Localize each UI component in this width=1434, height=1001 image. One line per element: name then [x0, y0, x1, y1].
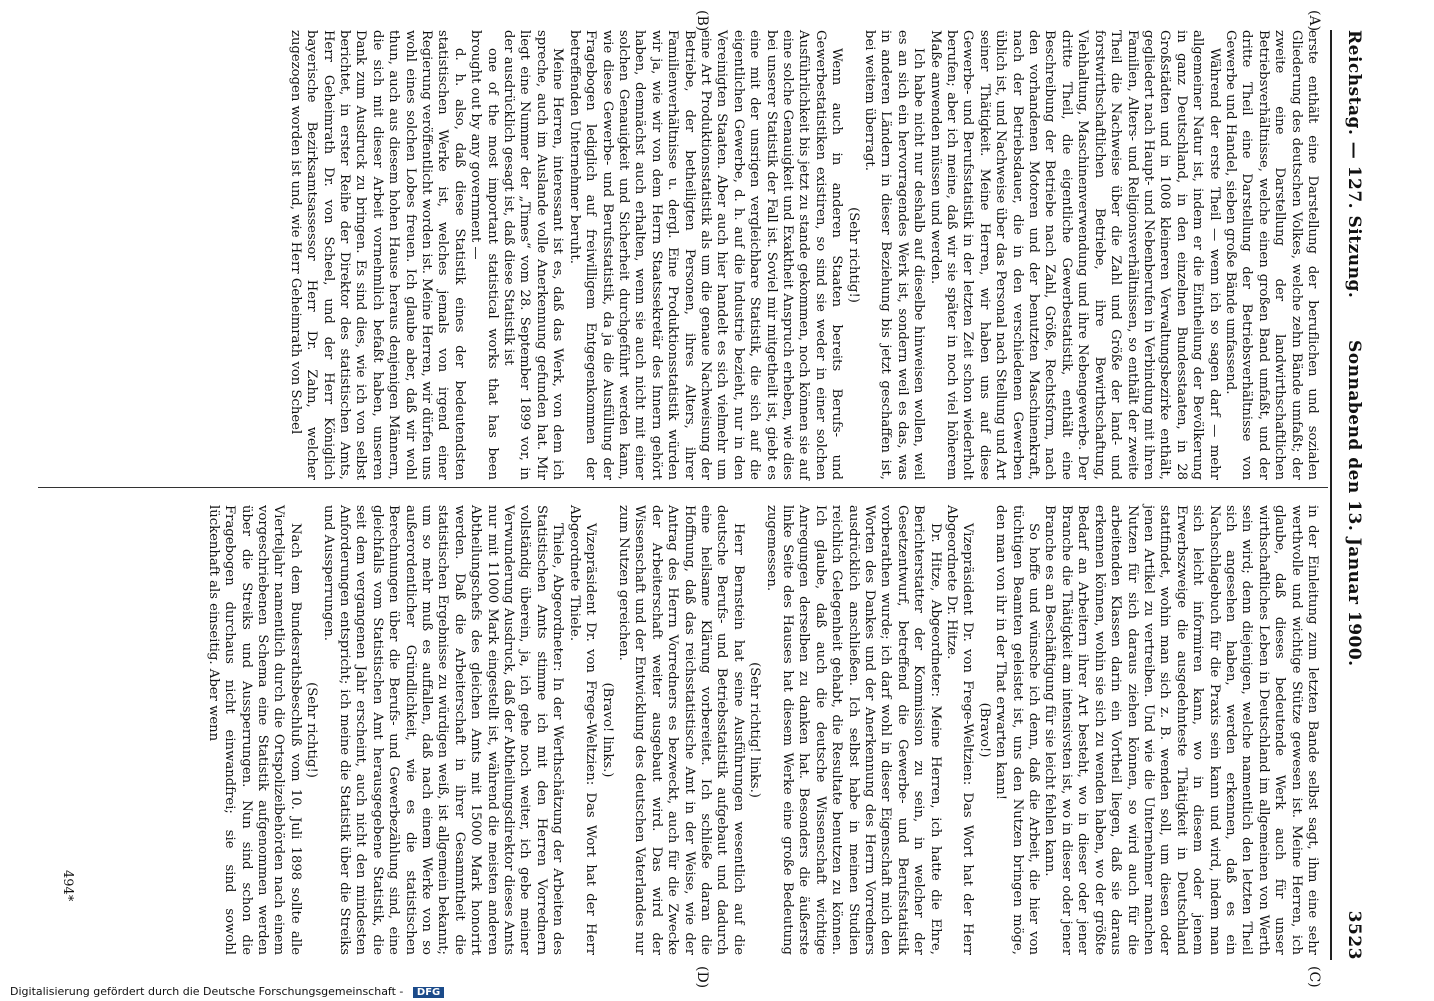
english-quote: one of the most important statistical works that has been brought out by any government —: [468, 30, 500, 480]
paragraph: erste enthält eine Darstellung der beruflichen und sozialen Gliederung des deutschen Volkes, welche zehn Bände umfaßt; der zweite eine Darstellung der landwirthschaftlichen Betriebsverhältnisse, welche einen großen Band umfaßt, und der dritte Theil eine Darstellung der Betriebsverhältnisse von Gewerbe und Handel, sieben große Bände umfassend.: [1222, 30, 1320, 480]
column-separator: [38, 487, 1328, 488]
interjection: (Bravo! links.): [599, 682, 615, 778]
footer-text: Digitalisierung gefördert durch die Deutsche Forschungsgemeinschaft -: [10, 985, 404, 998]
digitization-footer: [10, 985, 990, 1001]
paragraph: Während der erste Theil — wenn ich so sagen darf — mehr allgemeiner Natur ist, indem er die Eintheilung der Bevölkerung in ganz Deutschland, in den einzelnen Bundesstaaten, in 28 Großstädten und in 1008 kleineren Verwaltungsbezirke enthält, gegliedert nach Haupt- und Nebenberufen in Verbindung mit ihren Familien, Alters- und Religionsverhältnissen, so enthält der zweite Theil die Nachweise über die Zahl und Größe der land- und forstwirthschaftlichen Betriebe, ihre Bewirthschaftung, Viehhaltung, Maschinenverwendung und ihre Nebengewerbe. Der dritte Theil, die eigentliche Gewerbestatistik, enthält eine Beschreibung der Betriebe nach Zahl, Größe, Rechtsform, nach den vorhandenen Motoren und der benutzten Maschinenkraft, nach der Betriebsdauer, die in den verschiedenen Gewerben üblich ist, und Nachweise über das Personal nach Stellung und Art seiner Thätigkeit. Meine Herren, wir haben uns auf diese Gewerbe- und Berufsstatistik in der letzten Zeit schon wiederholt berufen; aber ich meine, daß wir sie später in noch viel höherem Maße anwenden müssen und werden.: [927, 30, 1222, 480]
interjection: (Sehr richtig!): [845, 207, 861, 303]
page-header: [1338, 30, 1370, 960]
margin-marker-d: (D): [694, 966, 710, 989]
paragraph: Ich habe nicht nur deshalb auf dieselbe hinweisen wollen, weil es an sich ein hervorragendes Werk ist, sondern weil es das, was in anderen Ländern in dieser Beziehung bis jetzt geschaffen ist, bei weitem überragt.: [862, 30, 927, 480]
margin-marker-a: (A): [1306, 10, 1322, 32]
interjection: (Sehr richtig! links.): [747, 662, 763, 798]
paragraph: Wenn auch in anderen Staaten bereits Berufs- und Gewerbestatistiken existiren, so sind sie weder in einer solchen Ausführlichkeit bis jetzt zu stande gekommen, noch können sie auf eine solche Genauigkeit und Exaktheit Anspruch erheben, wie dies bei unserer Statistik der Fall ist. Soviel mir mitgetheilt ist, giebt es eine mit der unsrigen vergleichbare Statistik, die sich auf die eigentlichen Gewerbe, d. h. auf die Industrie bezieht, nur in den Vereinigten Staaten. Aber auch hier handelt es sich vielmehr um eine Art Produktionsstatistik als um die genaue Nachweisung der Betriebe, der betheiligten Personen, ihres Alters, ihrer Familienverhältnisse u. dergl. Eine Produktionsstatistik würden wir ja, wie wir von dem Herrn Staatssekretär des Innern gehört haben, demnächst auch erhalten, wenn sie auch nicht mit einer solchen Genauigkeit und Sicherheit durchgeführt werden kann, wie diese Gewerbe- und Berufsstatistik, da ja die Ausfüllung der Fragebogen lediglich auf freiwilligem Entgegenkommen der betreffenden Unternehmer beruht.: [566, 30, 845, 480]
paragraph: So hoffe und wünsche ich denn, daß die Arbeit, die hier von tüchtigen Beamten geleistet ist, uns den Nutzen bringen möge, den man von ihr in der That erwarten kann!: [993, 505, 1042, 955]
paragraph: Herr Bernstein hat seine Ausführungen wesentlich auf die deutsche Berufs- und Betriebsstatistik aufgebaut und dadurch eine heilsame Klärung vorbereitet. Ich schließe daran die Hoffnung, daß das reichsstatistische Amt in der Weise, wie der Antrag des Herrn Vorredners es bezweckt, auch für die Zwecke der Arbeiterschaft weiter ausgebaut wird. Das wird der Wissenschaft und der Entwicklung des deutschen Vaterlandes nur zum Nutzen gereichen.: [615, 505, 746, 955]
speaker-paragraph: Vizepräsident Dr. von Frege-Weltzien: Das Wort hat der Herr Abgeordnete Dr. Hitze.: [944, 505, 976, 955]
margin-marker-c: (C): [1306, 966, 1322, 988]
header-rule: [1330, 30, 1332, 960]
paragraph: Meine Herren, interessant ist es, daß das Werk, von dem ich spreche, auch im Auslande volle Anerkennung gefunden hat. Mir liegt eine Nummer der „Times“ vom 28. September 1899 vor, in der ausdrücklich gesagt ist, daß diese Statistik ist: [501, 30, 566, 480]
header-left-title: Reichstag. — 127. Sitzung.: [1344, 30, 1364, 299]
speaker-paragraph: Vizepräsident Dr. von Frege-Weltzien: Das Wort hat der Herr Abgeordnete Thiele.: [566, 505, 599, 955]
paragraph: d. h. also, daß diese Statistik eines der bedeutendsten statistischen Werke ist, welches jemals von irgend einer Regierung veröffentlicht worden ist. Meine Herren, wir dürfen uns wohl eines solchen Lobes freuen. Ich glaube aber, daß wir wohl thun, auch aus diesem hohen Hause heraus denjenigen Männern, die sich mit dieser Arbeit vornehmlich befaßt haben, unseren Dank zum Ausdruck zu bringen. Es sind dies, wie ich von selbst berichtet, in erster Reihe der Direktor des statistischen Amts, Herr Geheimrath Dr. von Scheel, und der Herr Königlich bayerische Bezirksamtsassessor Herr Dr. Zahn, welcher zugezogen worden ist und, wie Herr Geheimrath von Scheel: [287, 30, 467, 480]
speaker-paragraph: Dr. Hitze, Abgeordneter: Meine Herren, ich hatte die Ehre, Berichterstatter der Kommission zu sein, in welcher der Gesetzentwurf, betreffend die Gewerbe- und Berufsstatistik vorberathen wurde; ich darf wohl in dieser Eigenschaft mich den Worten des Dankes und der Anerkennung des Herrn Vorredners ausdrücklich anschließen. Ich selbst habe in meinen Studien reichlich Gelegenheit gehabt, die Resultate benutzen zu können. Ich glaube, daß auch die deutsche Wissenschaft wichtige Anregungen derselben zu danken hat. Besonders die äußerste linke Seite des Hauses hat diesem Werke eine große Bedeutung zugemessen.: [763, 505, 943, 955]
header-date: Sonnabend den 13. Januar 1900.: [1344, 340, 1364, 667]
margin-marker-b: (B): [694, 10, 710, 32]
right-column: [204, 505, 1320, 955]
sheet-mark: 494*: [60, 870, 75, 902]
speaker-paragraph: Thiele, Abgeordneter: In der Werthschätzung der Arbeiten des Statistischen Amts stimme ich mit den Herren Vorrednern vollständig überein, ja, ich gehe noch weiter, ich gebe meiner Verwunderung Ausdruck, daß der Abtheilungsdirektor dieses Amts nur mit 11000 Mark eingestellt ist, während die meisten anderen Abtheilungschefs des gleichen Amts mit 15000 Mark honorirt werden. Daß die Arbeiterschaft in ihrer Gesammtheit die statistischen Ergebnisse zu würdigen weiß, ist allgemein bekannt; um so mehr muß es auffallen, daß nach einem Werke von so außerordentlicher Gründlichkeit, wie es die statistischen Berechnungen über die Berufs- und Gewerbezählung sind, eine gleichfalls vom Statistischen Amt herausgegebene Statistik, die seit dem vergangenen Jahr erscheint, auch nicht den mindesten Anforderungen entspricht; ich meine die Statistik über die Streiks und Aussperrungen.: [320, 505, 566, 955]
page-number: 3523: [1344, 910, 1364, 960]
paragraph: Nach dem Bundesrathsbeschluß vom 10. Juli 1898 sollte alle Vierteljahr namentlich durch die Ortspolizeibehörden nach einem vorgeschriebenen Schema eine Statistik aufgenommen werden über die Streiks und Aussperrungen. Nun sind schon die Fragebogen durchaus nicht einwandfrei; sie sind sowohl lückenhaft als einseitig. Aber wenn: [205, 505, 303, 955]
interjection: (Bravo!): [976, 702, 992, 758]
interjection: (Sehr richtig!): [304, 682, 320, 778]
dfg-logo: DFG: [413, 987, 444, 998]
paragraph: in der Einleitung zum letzten Bande selbst sagt, ihm eine sehr werthvolle und wichtige Stütze gewesen ist. Meine Herren, ich glaube, daß dieses bedeutende Werk auch für unser wirthschaftliches Leben in Deutschland im allgemeinen von Werth sein wird; denn diejenigen, welche namentlich den letzten Theil sich angesehen haben, werden erkennen, daß es ein Nachschlagebuch für die Praxis sein kann und wird, indem man sich leicht informiren kann, wo in diesem oder jenem Erwerbszweige die ausgedehnteste Thätigkeit in Deutschland stattfindet, wohin man sich z. B. wenden soll, um diesen oder jenen Artikel zu vertreiben. Und wie die Unternehmer manchen Nutzen für sich daraus ziehen können, so wird auch für die arbeitenden Klassen darin ein Vortheil liegen, daß sie daraus erkennen können, wohin sie sich zu wenden haben, wo der größte Bedarf an Arbeitern ihrer Art besteht, wo in dieser oder jener Branche die Thätigkeit am intensivsten ist, wo in dieser oder jener Branche es an Beschäftigung für sie leicht fehlen kann.: [1042, 505, 1320, 955]
left-column: [286, 30, 1320, 480]
